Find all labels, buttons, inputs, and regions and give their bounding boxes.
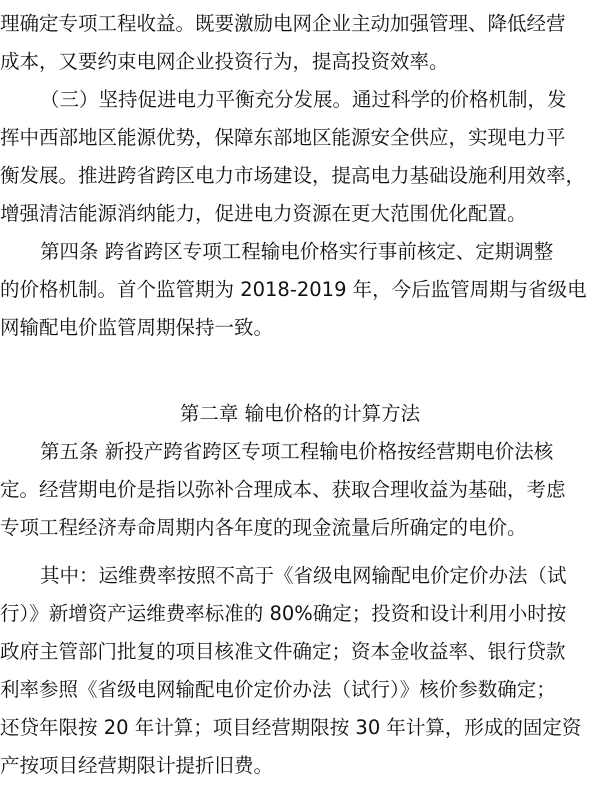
- section-heading-three: （三）坚持促进电力平衡充分发展。通过科学的价格机制，发: [40, 88, 567, 111]
- text-line: 行）》新增资产运维费率标准的 80%确定；投资和设计利用小时按: [0, 602, 567, 625]
- article-five-start: 第五条 新投产跨省跨区专项工程输电价格按经营期电价法核: [40, 440, 554, 463]
- text-line: 的价格机制。首个监管期为 2018-2019 年，今后监管周期与省级电: [0, 278, 587, 301]
- article-four-start: 第四条 跨省跨区专项工程输电价格实行事前核定、定期调整: [40, 240, 554, 263]
- text-line: 理确定专项工程收益。既要激励电网企业主动加强管理、降低经营: [0, 12, 566, 35]
- chapter-heading: 第二章 输电价格的计算方法: [179, 402, 421, 425]
- text-line: 网输配电价监管周期保持一致。: [0, 316, 274, 339]
- text-line: 衡发展。推进跨省跨区电力市场建设，提高电力基础设施利用效率，: [0, 164, 586, 187]
- text-line: 还贷年限按 20 年计算；项目经营期限按 30 年计算，形成的固定资: [0, 716, 582, 739]
- text-line: 增强清洁能源消纳能力，促进电力资源在更大范围优化配置。: [0, 202, 527, 225]
- text-line: 定。经营期电价是指以弥补合理成本、获取合理收益为基础，考虑: [0, 478, 566, 501]
- text-line: 利率参照《省级电网输配电价定价办法（试行）》核价参数确定；: [0, 678, 556, 701]
- text-line: 成本，又要约束电网企业投资行为，提高投资效率。: [0, 50, 449, 73]
- paragraph-start: 其中：运维费率按照不高于《省级电网输配电价定价办法（试: [40, 564, 567, 587]
- text-line: 挥中西部地区能源优势，保障东部地区能源安全供应，实现电力平: [0, 126, 566, 149]
- text-line: 产按项目经营期限计提折旧费。: [0, 754, 274, 777]
- text-line: 专项工程经济寿命周期内各年度的现金流量后所确定的电价。: [0, 516, 527, 539]
- text-line: 政府主管部门批复的项目核准文件确定；资本金收益率、银行贷款: [0, 640, 566, 663]
